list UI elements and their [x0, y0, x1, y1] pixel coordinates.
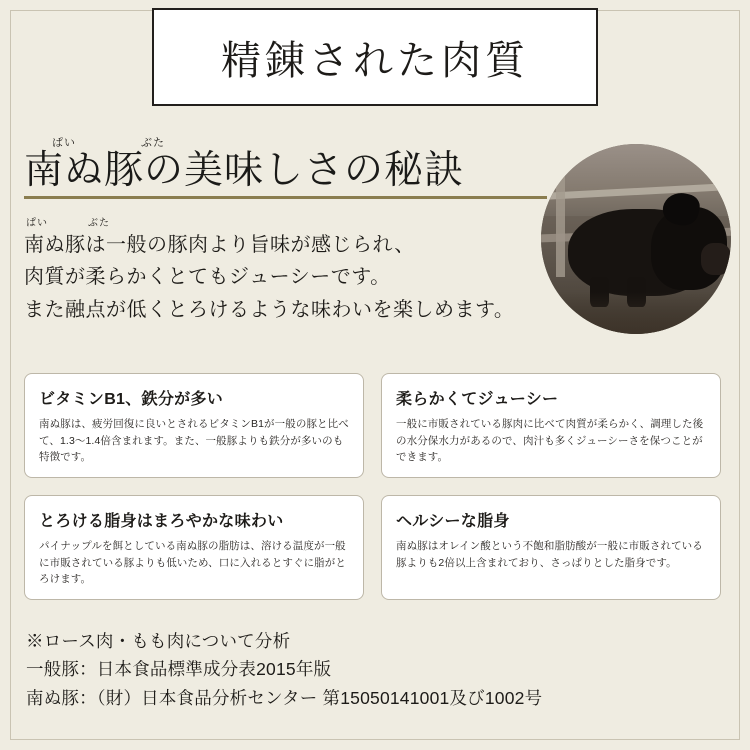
feature-card-title: とろける脂身はまろやかな味わい	[39, 513, 284, 530]
pig-photo	[541, 144, 731, 334]
feature-card	[381, 495, 721, 600]
lead-line: また融点が低くとろけるような味わいを楽しめます。	[24, 298, 515, 321]
footnote-line: 一般豚：日本食品標準成分表2015年版	[26, 659, 332, 680]
feature-card-title: 柔らかくてジューシー	[396, 391, 559, 408]
photo-foreground-shadow	[541, 292, 731, 334]
pen-post	[556, 163, 565, 277]
section-heading-block	[24, 134, 564, 192]
heading-ruby-1: ぱい	[52, 137, 76, 149]
feature-card	[381, 373, 721, 478]
lead-ruby-2: ぶた	[88, 218, 110, 229]
feature-card-body: 南ぬ豚はオレイン酸という不飽和脂肪酸が一般に市販されている豚よりも2倍以上含まれており、さっぱりとした脂身です。	[396, 540, 703, 569]
heading-ruby-row	[24, 134, 564, 150]
lead-ruby-row	[24, 214, 544, 229]
lead-line: 南ぬ豚は一般の豚肉より旨味が感じられ、	[24, 234, 415, 256]
feature-card-body: 一般に市販されている豚肉に比べて肉質が柔らかく、調理した後の水分保水力があるので、肉汁も多くジューシーさを保つことができます。	[396, 418, 704, 464]
feature-card-title: ビタミンB1、鉄分が多い	[39, 391, 224, 408]
feature-card-body: 南ぬ豚は、疲労回復に良いとされるビタミンB1が一般の豚と比べて、1.3～1.4倍含まれます。また、一般豚よりも鉄分が多いのも特徴です。	[39, 418, 349, 464]
heading-ruby-2: ぶた	[141, 137, 165, 149]
feature-card-title: ヘルシーな脂身	[396, 513, 510, 530]
footnotes-block	[26, 627, 716, 712]
heading-underline	[24, 196, 547, 199]
title-box	[152, 8, 598, 106]
pig-snout	[701, 243, 731, 275]
footnote-line: 南ぬ豚：（財）日本食品分析センター 第15050141001及び1002号	[26, 687, 543, 708]
feature-card	[24, 373, 364, 478]
footnote-line: ※ロース肉・もも肉について分析	[26, 631, 291, 651]
lead-paragraph-block	[24, 214, 544, 326]
feature-card	[24, 495, 364, 600]
lead-line: 肉質が柔らかくとてもジューシーです。	[24, 266, 391, 289]
section-heading: 南ぬ豚の美味しさの秘訣	[24, 149, 465, 192]
lead-ruby-1: ぱい	[26, 218, 48, 229]
feature-card-body: パイナップルを餌としている南ぬ豚の脂肪は、溶ける温度が一般に市販されている豚よりも低いため、口に入れるとすぐに脂がとろけます。	[39, 540, 346, 586]
page-title: 精錬された肉質	[221, 37, 529, 83]
